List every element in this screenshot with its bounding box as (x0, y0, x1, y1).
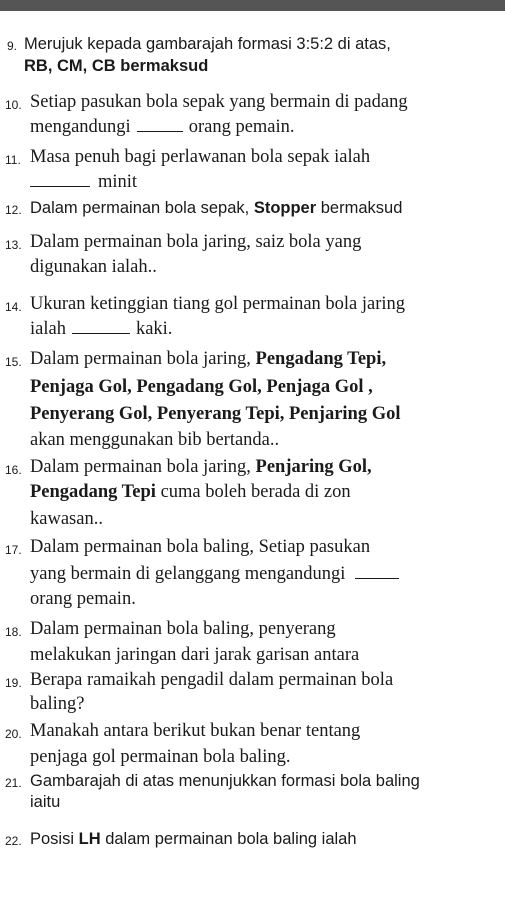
bold-term: Penjaring Gol, (255, 457, 372, 477)
question-line (30, 670, 393, 691)
question-number: 15. (5, 355, 22, 369)
answer-blank (72, 332, 130, 334)
question-line (30, 482, 351, 503)
question-line (30, 257, 157, 278)
line-text: orang pemain. (188, 117, 295, 137)
line-text: Dalam permainan bola jaring, saiz bola yang (30, 232, 362, 252)
question-line (30, 294, 405, 315)
question-number: 17. (5, 543, 22, 557)
line-text: digunakan ialah.. (30, 257, 157, 277)
line-text: akan menggunakan bib bertanda.. (30, 430, 280, 450)
question-line (30, 457, 372, 478)
question-line (30, 199, 402, 218)
bold-term: LH (78, 830, 101, 848)
answer-blank (355, 577, 399, 579)
line-text: Dalam permainan bola jaring, (30, 349, 251, 369)
line-text: Berapa ramaikah pengadil dalam permainan bola (30, 670, 394, 690)
question-line (30, 772, 420, 791)
question-number: 10. (5, 98, 22, 112)
line-text: Dalam permainan bola baling, penyerang (30, 619, 336, 639)
line-text: iaitu (30, 793, 61, 811)
question-number: 21. (5, 776, 22, 790)
question-number: 9. (7, 39, 18, 53)
question-line (30, 589, 136, 610)
question-number: 22. (5, 834, 22, 848)
top-edge-bar (0, 0, 505, 11)
question-number: 13. (5, 238, 22, 252)
line-text: Ukuran ketinggian tiang gol permainan bola jaring (30, 294, 406, 314)
question-line (30, 232, 361, 253)
question-line (30, 619, 336, 640)
line-text: dalam permainan bola baling ialah (105, 830, 357, 848)
question-line (30, 645, 359, 666)
line-text: Gambarajah di atas menunjukkan formasi bola baling (30, 772, 420, 790)
line-text: penjaga gol permainan bola baling. (30, 747, 291, 767)
question-number: 12. (5, 203, 22, 217)
question-line (30, 564, 409, 585)
question-line (30, 721, 360, 742)
line-text: Masa penuh bagi perlawanan bola sepak ialah (30, 147, 371, 167)
line-text: minit (98, 172, 138, 192)
question-line (30, 92, 408, 113)
question-line (30, 319, 172, 340)
line-text: Merujuk kepada gambarajah formasi 3:5:2 di atas, (24, 35, 391, 53)
line-text: Manakah antara berikut bukan benar tentang (30, 721, 361, 741)
question-number: 20. (5, 727, 22, 741)
question-number: 19. (5, 676, 22, 690)
line-text: RB, CM, CB bermaksud (24, 57, 209, 75)
line-text: Setiap pasukan bola sepak yang bermain di padang (30, 92, 408, 112)
line-text: Dalam permainan bola sepak, (30, 199, 250, 217)
line-text: baling? (30, 694, 85, 714)
question-line (30, 430, 279, 451)
answer-blank (137, 130, 183, 132)
line-text: ialah (30, 319, 66, 339)
line-text: Penyerang Gol, Penyerang Tepi, Penjaring Gol (30, 404, 401, 424)
question-line (30, 147, 370, 168)
line-text: yang bermain di gelanggang mengandungi (30, 564, 346, 584)
line-text: mengandungi (30, 117, 131, 137)
question-line (30, 537, 370, 558)
question-line (30, 694, 84, 715)
question-line (30, 793, 60, 812)
question-line (30, 349, 386, 370)
question-number: 14. (5, 300, 22, 314)
line-text: kawasan.. (30, 509, 103, 529)
question-line (30, 404, 401, 425)
line-text: Dalam permainan bola jaring, (30, 457, 251, 477)
line-text: orang pemain. (30, 589, 136, 609)
line-text: cuma boleh berada di zon (160, 482, 351, 502)
question-number: 11. (5, 153, 21, 167)
line-text: Penjaga Gol, Pengadang Gol, Penjaga Gol , (30, 377, 373, 397)
question-line (30, 117, 295, 138)
line-text: kaki. (135, 319, 173, 339)
bold-term: Stopper (253, 199, 317, 217)
question-line (30, 377, 373, 398)
question-number: 16. (5, 463, 22, 477)
question-line (30, 509, 103, 530)
question-line (30, 172, 137, 193)
question-line (30, 747, 290, 768)
question-line (24, 57, 208, 76)
line-text: melakukan jaringan dari jarak garisan antara (30, 645, 360, 665)
question-number: 18. (5, 625, 22, 639)
line-text: Dalam permainan bola baling, Setiap pasukan (30, 537, 371, 557)
line-text: bermaksud (320, 199, 403, 217)
question-line (24, 35, 391, 54)
answer-blank (30, 185, 90, 187)
bold-term: Pengadang Tepi (30, 482, 156, 502)
bold-term: Pengadang Tepi, (255, 349, 387, 369)
question-line (30, 830, 357, 849)
line-text: Posisi (30, 830, 75, 848)
